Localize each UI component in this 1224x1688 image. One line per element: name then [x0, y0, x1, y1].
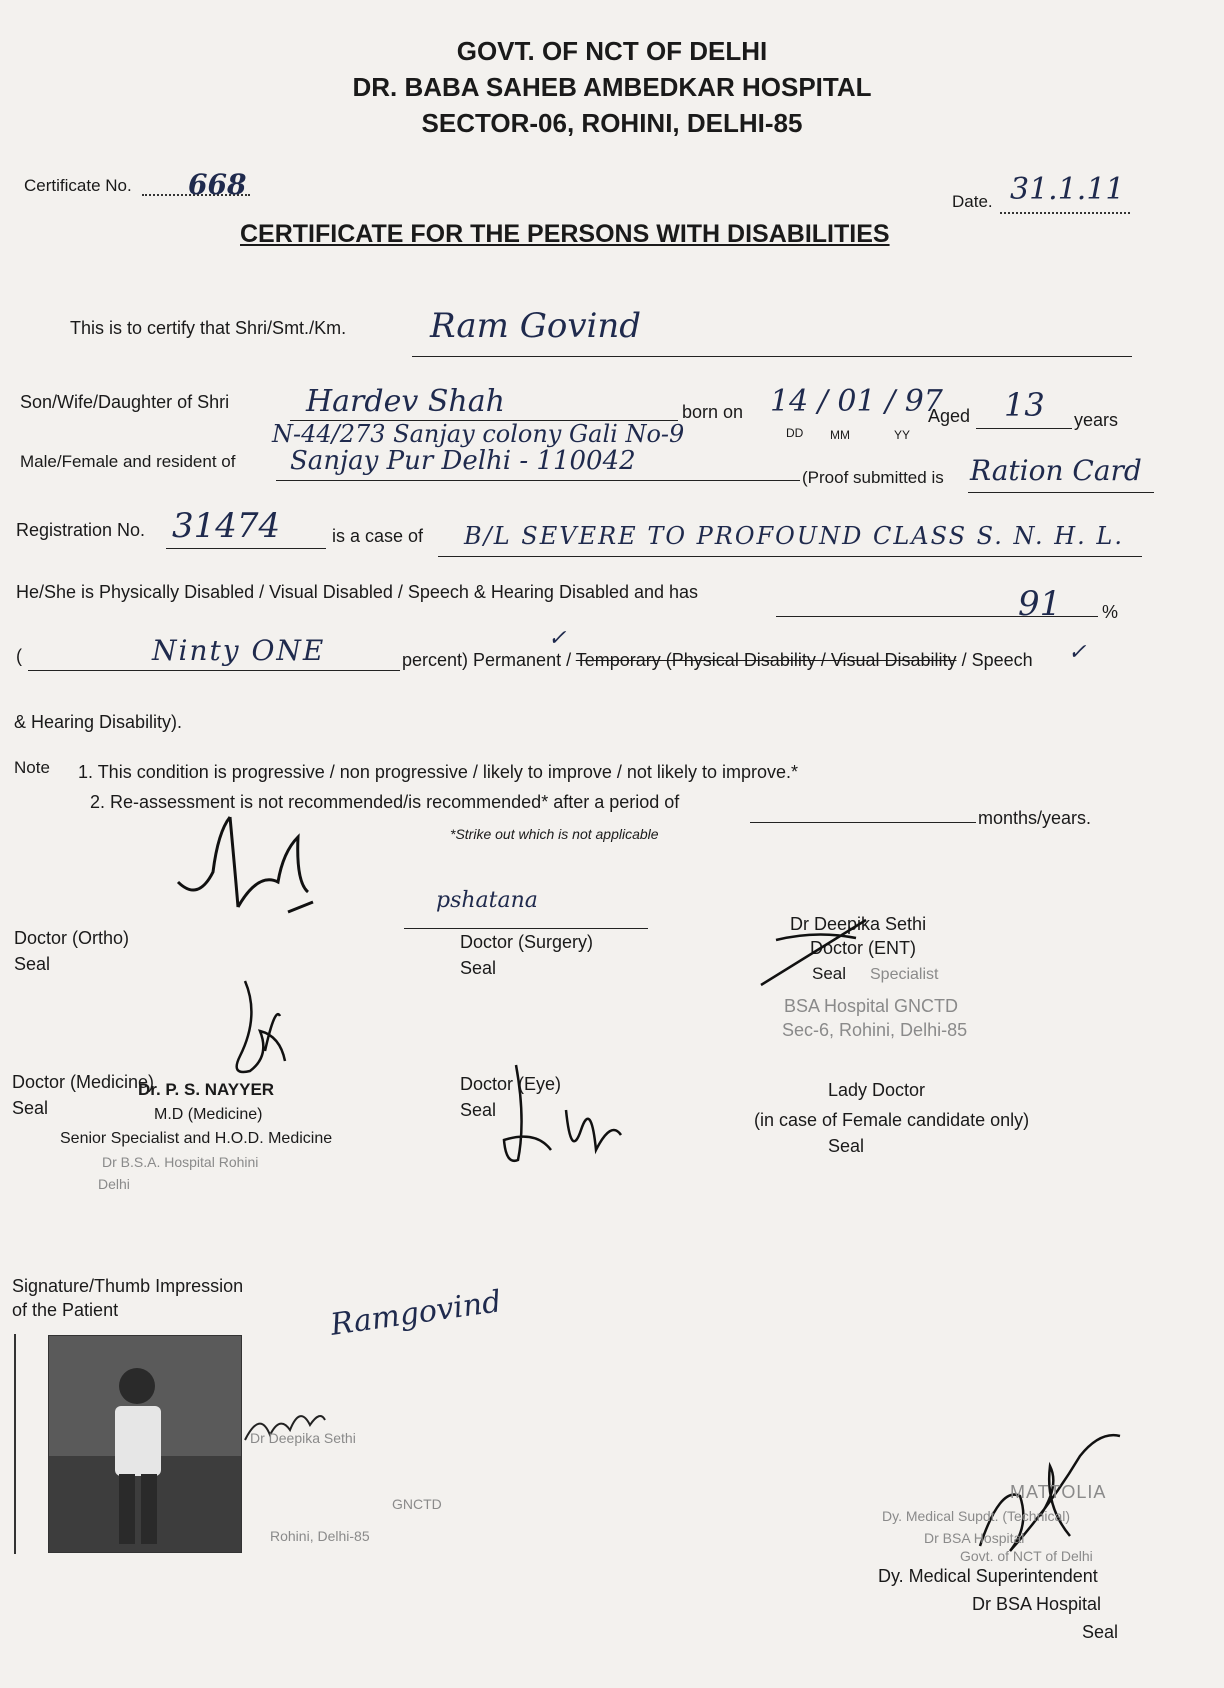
nayyer-degree: M.D (Medicine): [154, 1106, 263, 1123]
bsa-hospital-label: Dr BSA Hospital: [972, 1594, 1102, 1614]
ent-doc-label: Doctor (ENT): [810, 938, 917, 958]
speech-label: / Speech: [956, 650, 1033, 670]
date-dots: [1000, 212, 1130, 214]
case-value: B/L SEVERE TO PROFOUND CLASS S. N. H. L.: [464, 522, 1124, 550]
open-paren: (: [16, 646, 22, 666]
address-line: [276, 480, 800, 481]
perm-tick-icon: ✓: [548, 626, 567, 651]
doc-ortho-seal: Seal: [14, 954, 51, 974]
lady-doc-seal: Seal: [828, 1136, 865, 1156]
lady-doc-note: (in case of Female candidate only): [754, 1110, 1030, 1130]
note-2: 2. Re-assessment is not recommended/is recommended* after a period of: [90, 792, 680, 812]
ms-stamp-govt: Govt. of NCT of Delhi: [960, 1548, 1093, 1564]
lady-doc-label: Lady Doctor: [828, 1080, 926, 1100]
case-label: is a case of: [332, 526, 424, 546]
ent-seal-label: Seal: [812, 964, 847, 983]
age-value: 13: [1004, 386, 1045, 424]
patient-signature: Ramgovind: [328, 1284, 504, 1343]
nayyer-city: Delhi: [98, 1176, 130, 1192]
surgery-signature: pshatana: [436, 888, 538, 913]
header-line2: DR. BABA SAHEB AMBEDKAR HOSPITAL: [352, 72, 872, 102]
born-label: born on: [682, 402, 744, 422]
doc-eye-label: Doctor (Eye): [460, 1074, 562, 1094]
doc-medicine-label: Doctor (Medicine): [12, 1072, 155, 1092]
mm-label: MM: [830, 428, 850, 442]
date-label: Date.: [952, 192, 993, 211]
doc-surgery-seal: Seal: [460, 958, 497, 978]
ms-stamp-name: MATTOLIA: [1010, 1482, 1107, 1502]
yy-label: YY: [894, 428, 911, 442]
header-line1: GOVT. OF NCT OF DELHI: [456, 36, 768, 66]
reg-value: 31474: [172, 506, 281, 546]
note-label: Note: [14, 758, 50, 777]
nayyer-name: Dr. P. S. NAYYER: [138, 1080, 275, 1099]
reg-line: [166, 548, 326, 549]
proof-line: [968, 492, 1154, 493]
doc-ortho-label: Doctor (Ortho): [14, 928, 130, 948]
resident-label: Male/Female and resident of: [20, 452, 236, 471]
medicine-signature-icon: [220, 976, 300, 1086]
cert-no-value: 668: [188, 168, 247, 201]
percent-words: Ninty ONE: [152, 634, 326, 667]
eye-signature-icon: [496, 1060, 636, 1170]
dob-value: 14 / 01 / 97: [770, 384, 943, 419]
ent-stamp-address: Sec-6, Rohini, Delhi-85: [782, 1020, 968, 1040]
patient-photo-icon: [49, 1336, 241, 1552]
certify-label: This is to certify that Shri/Smt./Km.: [70, 318, 347, 338]
date-value: 31.1.11: [1010, 172, 1125, 207]
surgery-sig-line: [404, 928, 648, 929]
ent-signature-icon: [756, 900, 876, 1000]
proof-label: (Proof submitted is: [802, 468, 944, 487]
percent-words-line: [28, 670, 400, 671]
ent-stamp-name: Dr Deepika Sethi: [790, 914, 927, 934]
sig-patient-label2: of the Patient: [12, 1300, 119, 1320]
months-years: months/years.: [978, 808, 1092, 828]
reg-label: Registration No.: [16, 520, 146, 540]
perm-label: percent) Permanent /: [402, 650, 576, 670]
years-label: years: [1074, 410, 1119, 430]
doc-eye-seal: Seal: [460, 1100, 497, 1120]
photo-stamp-gnctd: GNCTD: [392, 1496, 442, 1512]
cert-no-label: Certificate No.: [24, 176, 132, 195]
period-line: [750, 822, 976, 823]
ortho-signature-icon: [168, 812, 328, 932]
age-line: [976, 428, 1072, 429]
patient-name: Ram Govind: [430, 306, 642, 346]
ms-stamp-post: Dy. Medical Supdt. (Technical): [882, 1508, 1071, 1524]
hearing-label: & Hearing Disability).: [14, 712, 183, 732]
patient-photo: [48, 1335, 242, 1553]
disabled-label: He/She is Physically Disabled / Visual Disabled / Speech & Hearing Disabled and has: [16, 582, 699, 602]
photo-border-left: [14, 1334, 16, 1554]
ent-stamp-hospital: BSA Hospital GNCTD: [784, 996, 959, 1016]
certificate-title: CERTIFICATE FOR THE PERSONS WITH DISABILITIES: [240, 220, 890, 248]
address-line1: N-44/273 Sanjay colony Gali No-9: [272, 420, 685, 448]
note-1: 1. This condition is progressive / non progressive / likely to improve / not likely to improve.*: [78, 762, 798, 782]
percent-sign: %: [1102, 602, 1119, 622]
dy-ms-label: Dy. Medical Superintendent: [878, 1566, 1098, 1586]
ms-seal-label: Seal: [1082, 1622, 1119, 1642]
sig-patient-label1: Signature/Thumb Impression: [12, 1276, 244, 1296]
aged-label: Aged: [928, 406, 971, 426]
parent-name: Hardev Shah: [306, 384, 505, 419]
photo-stamp-address: Rohini, Delhi-85: [270, 1528, 370, 1544]
speech-tick-icon: ✓: [1068, 640, 1087, 665]
header-line3: SECTOR-06, ROHINI, DELHI-85: [421, 108, 803, 138]
proof-value: Ration Card: [970, 454, 1142, 487]
ent-stamp-specialist: Specialist: [870, 966, 939, 983]
doc-surgery-label: Doctor (Surgery): [460, 932, 594, 952]
relation-label: Son/Wife/Daughter of Shri: [20, 392, 230, 412]
name-line: [412, 356, 1132, 357]
strike-note: *Strike out which is not applicable: [450, 826, 659, 842]
percent-value: 91: [1018, 584, 1062, 624]
ms-stamp-hospital: Dr BSA Hospital: [924, 1530, 1025, 1546]
dd-label: DD: [786, 426, 804, 440]
temp-label: Temporary (Physical Disability / Visual Disability: [575, 650, 957, 670]
permanence-line: [402, 650, 1033, 671]
address-line2: Sanjay Pur Delhi - 110042: [290, 446, 636, 476]
doc-medicine-seal: Seal: [12, 1098, 49, 1118]
nayyer-post: Senior Specialist and H.O.D. Medicine: [60, 1130, 333, 1147]
nayyer-hospital: Dr B.S.A. Hospital Rohini: [102, 1154, 259, 1170]
case-line: [438, 556, 1142, 557]
photo-stamp-name: Dr Deepika Sethi: [250, 1430, 356, 1446]
